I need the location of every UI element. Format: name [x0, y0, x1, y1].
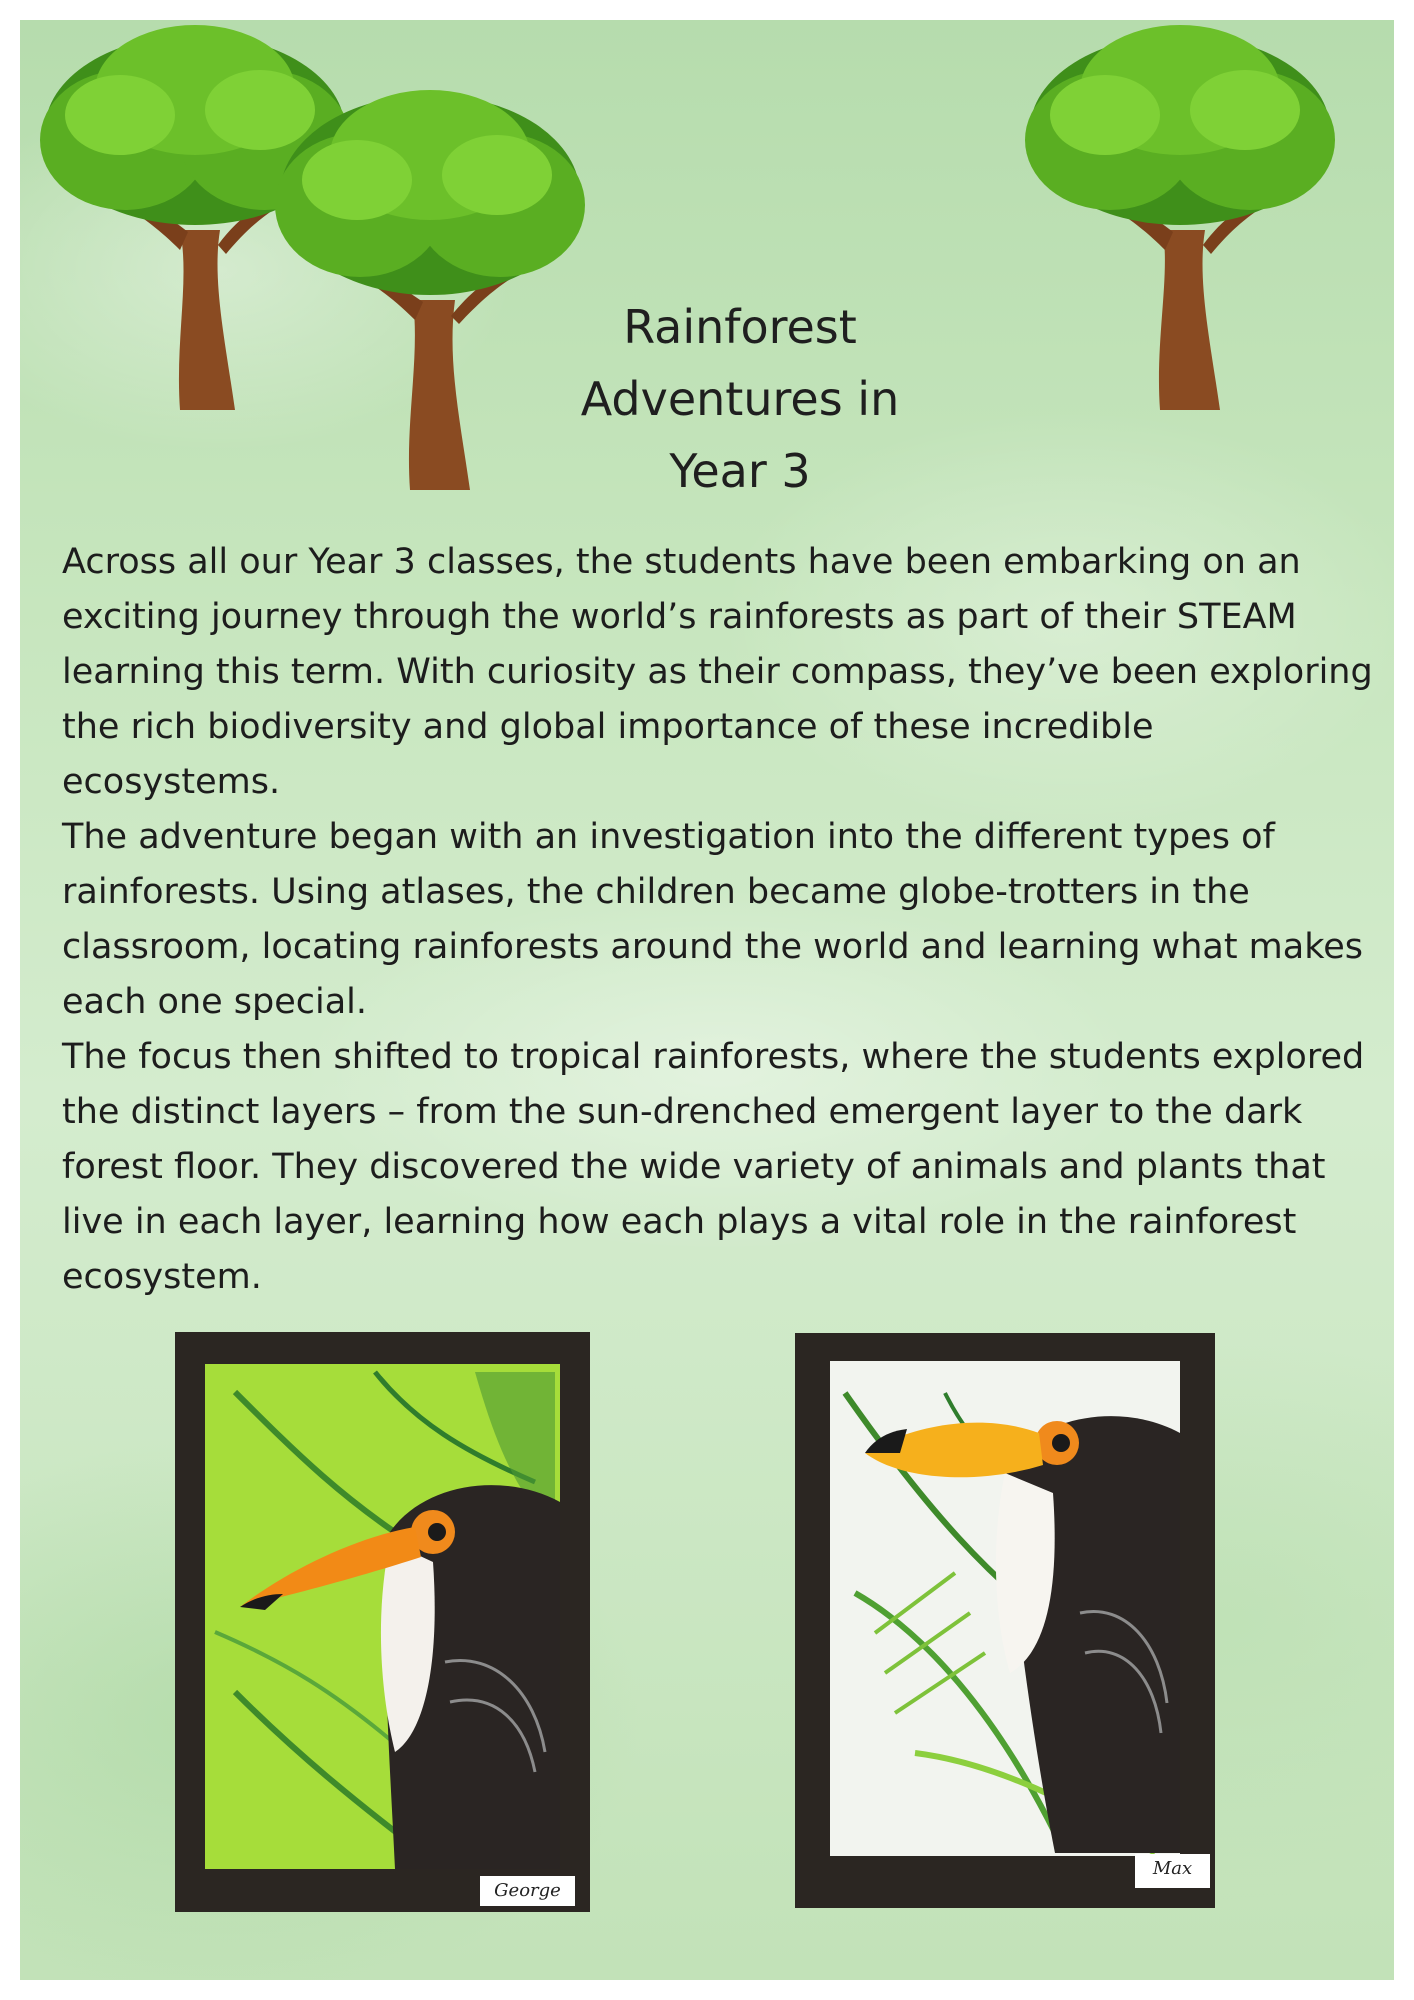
tree-illustration-right — [1015, 20, 1345, 420]
toucan-artwork-max — [795, 1333, 1215, 1908]
paragraph-intro: Across all our Year 3 classes, the students have been embarking on an exciting journey through the world’s rainforests as part of their STEAM learning this term. With curiosity as their compass, they’ve been exploring the rich biodiversity and global importance of these incredible ecosystems. — [62, 542, 1373, 802]
page-title: Rainforest Adventures in Year 3 — [580, 299, 900, 498]
paragraph-rainforest-layers: The focus then shifted to tropical rainforests, where the students explored the distinct layers – from the sun-drenched emergent layer to the dark forest floor. They discovered the wide variety of animals and plants that live in each layer, learning how each plays a vital role in the rainforest ecosystem. — [62, 1037, 1365, 1297]
article-body — [62, 535, 1382, 1305]
artist-name-label-george: George — [480, 1876, 575, 1906]
page — [20, 20, 1394, 1980]
toucan-painting-image — [795, 1333, 1215, 1908]
toucan-painting-image — [175, 1332, 590, 1912]
paragraph-rainforest-types: The adventure began with an investigation into the different types of rainforests. Using atlases, the children became globe-trotters in the classroom, locating rainforests around the world and learning what makes each one special. — [62, 817, 1363, 1022]
toucan-artwork-george — [175, 1332, 590, 1912]
artist-name-label-max: Max — [1135, 1854, 1210, 1888]
